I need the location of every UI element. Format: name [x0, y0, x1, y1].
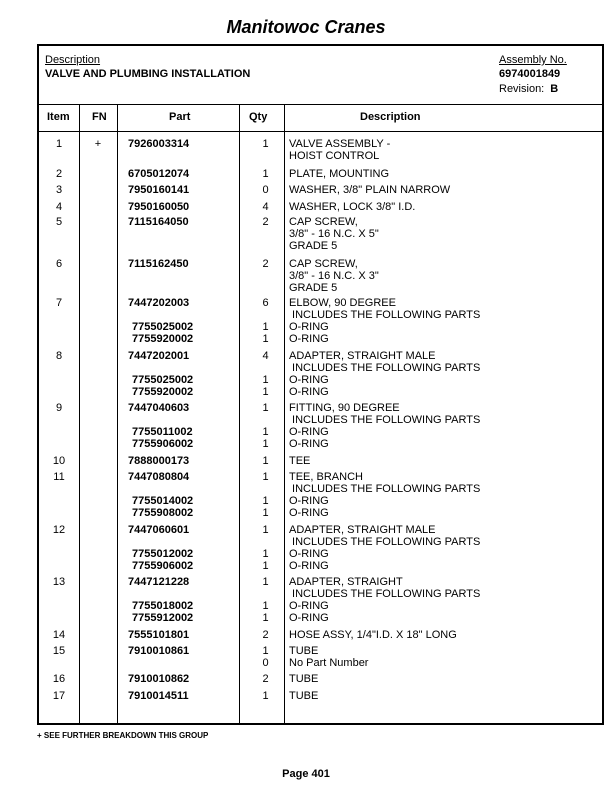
description-line: HOIST CONTROL	[289, 150, 380, 162]
description-line: O-RING	[289, 386, 329, 398]
description-line: O-RING	[289, 507, 329, 519]
part-number: 7755912002	[132, 612, 194, 624]
item-number: 16	[52, 673, 66, 685]
revision-label: Revision:	[499, 83, 545, 95]
part-description	[289, 576, 480, 600]
quantity: 1	[262, 524, 269, 536]
item-number: 10	[52, 455, 66, 467]
part-number: 7447060601	[128, 524, 190, 536]
page-number: Page 401	[282, 768, 330, 780]
quantity: 2	[262, 258, 269, 270]
part-description	[289, 507, 329, 519]
quantity: 1	[262, 168, 269, 180]
quantity: 2	[262, 216, 269, 228]
part-description	[289, 455, 310, 467]
part-description	[289, 216, 379, 252]
item-number: 8	[55, 350, 63, 362]
description-line: WASHER, 3/8" PLAIN NARROW	[289, 184, 451, 196]
footnote: + SEE FURTHER BREAKDOWN THIS GROUP	[37, 731, 209, 740]
quantity: 2	[262, 629, 269, 641]
item-number: 7	[55, 297, 63, 309]
parts-table-frame	[37, 44, 604, 725]
assembly-number-label: Assembly No.	[499, 54, 567, 66]
description-line: O-RING	[289, 438, 329, 450]
part-number: 7115162450	[128, 258, 189, 270]
part-description	[289, 600, 329, 612]
item-number: 15	[52, 645, 66, 657]
part-number: 7755025002	[132, 374, 194, 386]
description-line: CAP SCREW,	[289, 258, 358, 270]
item-number: 12	[52, 524, 66, 536]
quantity: 1	[262, 438, 269, 450]
description-line: INCLUDES THE FOLLOWING PARTS	[289, 414, 481, 426]
description-label: Description	[45, 54, 101, 66]
quantity: 4	[262, 350, 269, 362]
part-description	[289, 426, 329, 438]
description-line: ELBOW, 90 DEGREE	[289, 297, 396, 309]
part-description	[289, 258, 379, 294]
quantity: 1	[262, 690, 269, 702]
quantity: 4	[262, 201, 269, 213]
part-description	[289, 438, 329, 450]
quantity: 0	[262, 657, 269, 669]
part-description	[289, 321, 329, 333]
part-number: 7755014002	[132, 495, 194, 507]
description-line: ADAPTER, STRAIGHT MALE	[289, 524, 436, 536]
part-number: 6705012074	[128, 168, 190, 180]
item-number: 4	[55, 201, 63, 213]
part-description	[289, 350, 480, 374]
item-number: 1	[55, 138, 63, 150]
description-line: O-RING	[289, 426, 329, 438]
part-description	[289, 645, 318, 657]
description-line: GRADE 5	[289, 240, 338, 252]
quantity: 1	[262, 321, 269, 333]
description-line: CAP SCREW,	[289, 216, 358, 228]
part-number: 7555101801	[128, 629, 190, 641]
description-line: PLATE, MOUNTING	[289, 168, 390, 180]
description-line: TUBE	[289, 690, 319, 702]
part-description	[289, 184, 450, 196]
part-number: 7755025002	[132, 321, 194, 333]
part-number: 7910010862	[128, 673, 190, 685]
page-title: Manitowoc Cranes	[226, 17, 386, 37]
column-header-item: Item	[47, 111, 70, 123]
part-number: 7910010861	[128, 645, 190, 657]
quantity: 1	[262, 560, 269, 572]
item-number: 6	[55, 258, 63, 270]
part-number: 7447121228	[128, 576, 190, 588]
part-number: 7910014511	[128, 690, 189, 702]
part-number: 7115164050	[128, 216, 189, 228]
column-header-row	[39, 104, 602, 132]
part-number: 7755920002	[132, 386, 194, 398]
column-divider	[117, 104, 118, 723]
quantity: 1	[262, 138, 269, 150]
quantity: 1	[262, 402, 269, 414]
item-number: 17	[52, 690, 66, 702]
description-line: 3/8" - 16 N.C. X 5"	[289, 228, 379, 240]
quantity: 1	[262, 426, 269, 438]
description-line: INCLUDES THE FOLLOWING PARTS	[289, 362, 481, 374]
part-number: 7755018002	[132, 600, 194, 612]
part-number: 7755908002	[132, 507, 194, 519]
part-number: 7755011002	[132, 426, 193, 438]
description-line: 3/8" - 16 N.C. X 3"	[289, 270, 379, 282]
part-number: 7950160050	[128, 201, 190, 213]
part-description	[289, 657, 368, 669]
column-divider	[79, 104, 80, 723]
part-number: 7888000173	[128, 455, 190, 467]
description-line: HOSE ASSY, 1/4"I.D. X 18" LONG	[289, 629, 457, 641]
description-line: INCLUDES THE FOLLOWING PARTS	[289, 588, 481, 600]
description-line: TEE, BRANCH	[289, 471, 363, 483]
column-header-fn: FN	[92, 111, 107, 123]
description-line: O-RING	[289, 374, 329, 386]
part-number: 7755906002	[132, 560, 194, 572]
item-number: 2	[55, 168, 63, 180]
part-description	[289, 297, 480, 321]
part-description	[289, 629, 457, 641]
quantity: 1	[262, 507, 269, 519]
description-line: INCLUDES THE FOLLOWING PARTS	[289, 536, 481, 548]
part-description	[289, 333, 329, 345]
description-line: O-RING	[289, 600, 329, 612]
quantity: 0	[262, 184, 269, 196]
column-header-qty: Qty	[249, 111, 268, 123]
part-description	[289, 386, 329, 398]
column-header-part: Part	[169, 111, 191, 123]
part-description	[289, 560, 329, 572]
part-description	[289, 673, 318, 685]
part-number: 7447202001	[128, 350, 190, 362]
part-description	[289, 471, 480, 495]
description-line: INCLUDES THE FOLLOWING PARTS	[289, 309, 481, 321]
part-description	[289, 612, 329, 624]
item-number: 11	[53, 471, 65, 483]
part-description	[289, 402, 480, 426]
description-line: O-RING	[289, 612, 329, 624]
assembly-description: VALVE AND PLUMBING INSTALLATION	[45, 68, 251, 80]
part-number: 7447202003	[128, 297, 190, 309]
item-number: 3	[55, 184, 63, 196]
part-description	[289, 138, 390, 162]
part-description	[289, 548, 329, 560]
description-line: VALVE ASSEMBLY -	[289, 138, 391, 150]
fn-marker: +	[94, 138, 102, 150]
item-number: 9	[55, 402, 63, 414]
description-line: No Part Number	[289, 657, 369, 669]
part-description	[289, 690, 318, 702]
part-number: 7950160141	[128, 184, 190, 196]
description-line: ADAPTER, STRAIGHT	[289, 576, 403, 588]
description-line: O-RING	[289, 321, 329, 333]
quantity: 1	[262, 495, 269, 507]
description-line: FITTING, 90 DEGREE	[289, 402, 400, 414]
part-number: 7926003314	[128, 138, 190, 150]
part-description	[289, 168, 389, 180]
item-number: 13	[52, 576, 66, 588]
part-description	[289, 201, 415, 213]
item-number: 5	[55, 216, 63, 228]
assembly-number: 6974001849	[499, 68, 561, 80]
quantity: 1	[262, 471, 269, 483]
description-line: TUBE	[289, 673, 319, 685]
description-line: GRADE 5	[289, 282, 338, 294]
quantity: 1	[262, 455, 269, 467]
quantity: 1	[262, 333, 269, 345]
quantity: 1	[262, 576, 269, 588]
description-line: O-RING	[289, 548, 329, 560]
quantity: 1	[262, 600, 269, 612]
part-description	[289, 374, 329, 386]
part-description	[289, 524, 480, 548]
description-line: ADAPTER, STRAIGHT MALE	[289, 350, 436, 362]
quantity: 1	[262, 645, 269, 657]
quantity: 1	[262, 612, 269, 624]
description-line: WASHER, LOCK 3/8" I.D.	[289, 201, 416, 213]
quantity: 6	[262, 297, 269, 309]
assembly-header	[39, 46, 602, 105]
description-line: O-RING	[289, 560, 329, 572]
description-line: O-RING	[289, 333, 329, 345]
description-line: O-RING	[289, 495, 329, 507]
part-number: 7447040603	[128, 402, 190, 414]
description-line: TUBE	[289, 645, 319, 657]
part-description	[289, 495, 329, 507]
description-line: TEE	[289, 455, 311, 467]
description-line: INCLUDES THE FOLLOWING PARTS	[289, 483, 481, 495]
revision	[499, 83, 558, 95]
part-number: 7755920002	[132, 333, 194, 345]
revision-value: B	[550, 83, 559, 95]
quantity: 2	[262, 673, 269, 685]
item-number: 14	[52, 629, 66, 641]
quantity: 1	[262, 386, 269, 398]
column-header-description: Description	[360, 111, 421, 123]
quantity: 1	[262, 374, 269, 386]
part-number: 7755906002	[132, 438, 194, 450]
part-number: 7755012002	[132, 548, 194, 560]
quantity: 1	[262, 548, 269, 560]
part-number: 7447080804	[128, 471, 190, 483]
